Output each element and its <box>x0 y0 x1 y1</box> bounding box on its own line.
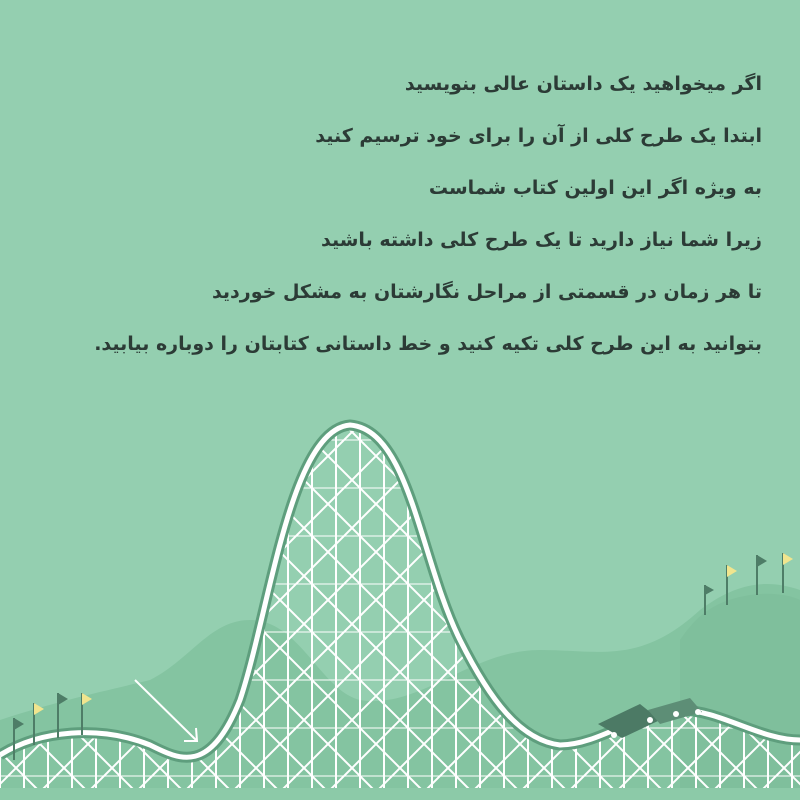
text-line-5: تا هر زمان در قسمتی از مراحل نگارشتان به مشکل خوردید <box>211 281 762 303</box>
text-line-6: بتوانید به این طرح کلی تکیه کنید و خط داستانی کتابتان را دوباره بیابید. <box>94 333 762 355</box>
text-line-3: به ویژه اگر این اولین کتاب شماست <box>428 177 762 199</box>
text-line-4: زیرا شما نیاز دارید تا یک طرح کلی داشته باشید <box>321 229 762 251</box>
text-line-2: ابتدا یک طرح کلی از آن را برای خود ترسیم کنید <box>315 125 762 147</box>
ground <box>0 788 800 800</box>
text-line-1: اگر میخواهید یک داستان عالی بنویسید <box>404 73 762 95</box>
